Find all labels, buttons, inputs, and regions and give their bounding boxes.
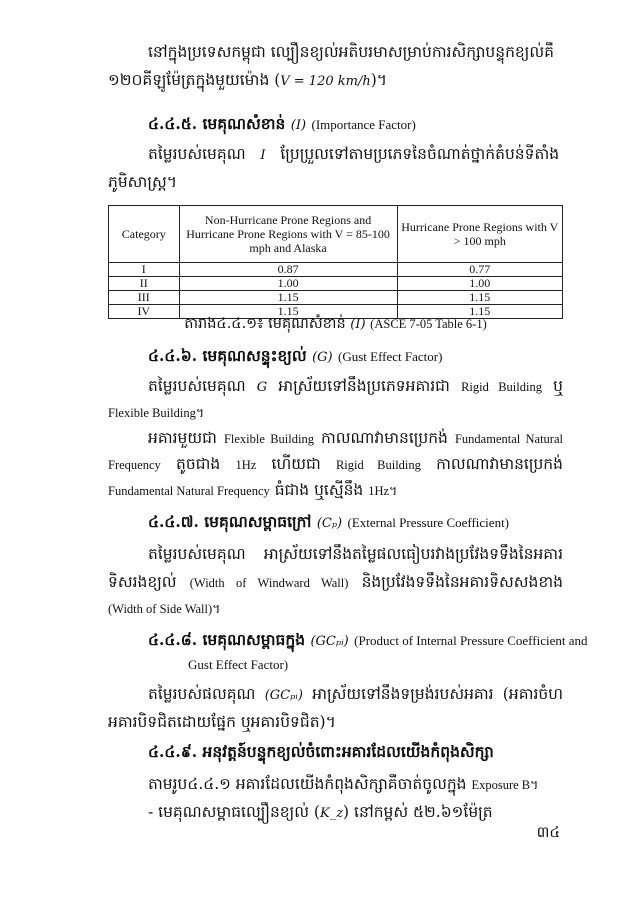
table-cell: 1.15 bbox=[179, 305, 397, 319]
table-cell: 1.15 bbox=[179, 291, 397, 305]
math-symbol: (I) bbox=[350, 317, 366, 332]
text: ទិសរងខ្យល់ bbox=[108, 573, 177, 591]
table-row bbox=[109, 291, 563, 305]
text: អគារមួយជា bbox=[148, 429, 217, 447]
text: អាស្រ័យទៅនឹងទម្រង់របស់អគារ (អគារចំហ bbox=[312, 685, 563, 703]
math-expression: V = 120 km/h bbox=[280, 74, 371, 89]
heading-text: ៤.៤.៧. មេគុណសម្ពាធក្រៅ bbox=[148, 512, 312, 531]
text: Exposure B។ bbox=[471, 778, 539, 792]
text: ហើយជា bbox=[271, 455, 321, 473]
math-symbol: (GCₚᵢ) bbox=[310, 634, 349, 649]
text: 1Hz bbox=[235, 458, 257, 472]
table-cell: 1.00 bbox=[397, 277, 562, 291]
text: ) នៅកម្ពស់ ៥២.៦១ម៉ែត្រ bbox=[343, 803, 493, 821]
text: )។ bbox=[370, 71, 387, 89]
text: Frequency bbox=[108, 458, 161, 472]
table-caption bbox=[108, 313, 563, 336]
table-row bbox=[109, 277, 563, 291]
table-header-cell: Category bbox=[109, 206, 180, 263]
text: ភូមិសាស្ត្រ។ bbox=[108, 173, 177, 191]
page-number: ៣៤ bbox=[536, 823, 560, 841]
section-heading: ៤.៤.៥. មេគុណសំខាន់ (I) (Importance Factor) bbox=[148, 114, 416, 133]
heading-text: ៤.៤.៦. មេគុណសន្ទុះខ្យល់ bbox=[148, 346, 307, 365]
table-cell: II bbox=[109, 277, 180, 291]
paragraph-line bbox=[108, 570, 563, 595]
table-header-row bbox=[109, 206, 563, 263]
text: កាលណាវាមានប្រេកង់ bbox=[321, 429, 448, 447]
text: តូចជាង bbox=[175, 455, 221, 473]
paragraph-line bbox=[148, 426, 563, 451]
paragraph-line bbox=[108, 478, 563, 503]
text: អគារបិទជិតដោយផ្នែក ឬអគារបិទជិត)។ bbox=[108, 713, 336, 731]
table-cell: 1.00 bbox=[179, 277, 397, 291]
text: ប្រែប្រួលទៅតាមប្រភេទនៃចំណាត់ថ្នាក់តំបន់ទីតាំង bbox=[280, 145, 560, 163]
math-symbol: (Cₚ) bbox=[316, 516, 343, 531]
text: នៅក្នុងប្រទេសកម្ពុជា ល្បឿនខ្យល់អតិបរមាសម្រាប់ការសិក្សាបន្ទុកខ្យល់គឺ bbox=[148, 43, 554, 61]
text: Fundamental Natural bbox=[454, 432, 563, 446]
heading-english: (Product of Internal Pressure Coefficient and bbox=[354, 633, 588, 648]
text: (Width of Windward Wall) bbox=[189, 576, 349, 590]
heading-text: ៤.៤.៩. អនុវត្តន៍បន្ទុកខ្យល់ចំពោះអគារដែលយើងកំពុងសិក្សា bbox=[148, 742, 494, 761]
paragraph-line bbox=[148, 40, 603, 64]
table-cell: 0.77 bbox=[397, 263, 562, 277]
text: តម្លៃរបស់មេគុណ bbox=[148, 377, 246, 395]
section-heading bbox=[148, 740, 603, 764]
math-symbol: G bbox=[256, 380, 268, 395]
math-symbol: (GCₚᵢ) bbox=[264, 688, 303, 703]
paragraph-line bbox=[108, 452, 563, 477]
paragraph-line bbox=[148, 142, 603, 168]
paragraph-line bbox=[108, 400, 563, 425]
text: តាមរូប៤.៤.១ អគារដែលយើងកំពុងសិក្សាគឺចាត់ចូលក្នុង bbox=[148, 775, 467, 793]
heading-text: ៤.៤.៨. មេគុណសម្ពាធក្នុង bbox=[148, 630, 306, 649]
table-row bbox=[109, 263, 563, 277]
table-cell: 1.15 bbox=[397, 305, 562, 319]
text: និងប្រវែងទទឹងនៃអគារទិសសងខាង bbox=[361, 573, 563, 591]
math-symbol: (G) bbox=[312, 350, 333, 365]
table-header-cell: Non-Hurricane Prone Regions and Hurricane Prone Regions with V = 85-100 mph and Alaska bbox=[179, 206, 397, 263]
text: Flexible Building bbox=[223, 432, 314, 446]
text: ធំជាង ឬស្មើនឹង bbox=[274, 481, 364, 499]
section-heading bbox=[148, 510, 603, 536]
text: Rigid Building bbox=[461, 380, 542, 394]
text: Fundamental Natural Frequency bbox=[108, 484, 270, 498]
paragraph-line bbox=[148, 682, 563, 708]
paragraph-line bbox=[148, 772, 603, 797]
math-symbol: K_z bbox=[319, 806, 344, 821]
text: កាលណាវាមានប្រេកង់ bbox=[436, 455, 563, 473]
paragraph-line bbox=[108, 596, 563, 621]
caption-text: តារាង៤.៤.១៖ មេគុណសំខាន់ bbox=[184, 316, 346, 332]
text: Rigid Building bbox=[335, 458, 421, 472]
math-symbol: I bbox=[295, 118, 302, 133]
text: តម្លៃរបស់មេគុណ bbox=[148, 545, 246, 563]
heading-english: (External Pressure Coefficient) bbox=[347, 515, 510, 530]
section-heading bbox=[148, 628, 603, 654]
text: ១២០គីឡូម៉ែត្រក្នុងមួយម៉ោង ( bbox=[108, 71, 281, 89]
heading-english: (Gust Effect Factor) bbox=[338, 349, 443, 364]
paragraph-line bbox=[108, 710, 563, 734]
math-symbol: I bbox=[260, 148, 266, 163]
caption-english: (ASCE 7-05 Table 6-1) bbox=[370, 317, 487, 331]
text: អាស្រ័យទៅនឹងប្រភេទអគារជា bbox=[278, 377, 450, 395]
heading-text: ៤.៤.៥. មេគុណសំខាន់ bbox=[148, 114, 286, 133]
paragraph-line bbox=[188, 652, 638, 677]
text: តម្លៃរបស់ផលគុណ bbox=[148, 685, 256, 703]
paragraph-line bbox=[148, 542, 563, 566]
paragraph-line bbox=[148, 800, 603, 826]
table-header-cell: Hurricane Prone Regions with V > 100 mph bbox=[397, 206, 562, 263]
table-cell: IV bbox=[109, 305, 180, 319]
paragraph-line bbox=[148, 374, 563, 400]
text: ឬ bbox=[553, 377, 563, 395]
paragraph-line bbox=[108, 170, 563, 194]
importance-factor-table bbox=[108, 205, 563, 319]
table-cell: 1.15 bbox=[397, 291, 562, 305]
text: Flexible Building។ bbox=[108, 406, 205, 420]
table-cell: I bbox=[109, 263, 180, 277]
heading-english: (Importance Factor) bbox=[311, 117, 416, 132]
heading-english: Gust Effect Factor) bbox=[188, 657, 289, 672]
table-cell: 0.87 bbox=[179, 263, 397, 277]
section-heading bbox=[148, 344, 603, 370]
text: អាស្រ័យទៅនឹងតម្លៃផលធៀបរវាងប្រវែងទទឹងនៃអគារ bbox=[263, 545, 563, 563]
paragraph-line bbox=[108, 68, 563, 94]
text: (Width of Side Wall)។ bbox=[108, 602, 221, 616]
text: តម្លៃរបស់មេគុណ bbox=[148, 145, 246, 163]
text: - មេគុណសម្ពាធល្បឿនខ្យល់ ( bbox=[148, 803, 320, 821]
table-cell: III bbox=[109, 291, 180, 305]
text: 1Hz។ bbox=[368, 484, 398, 498]
